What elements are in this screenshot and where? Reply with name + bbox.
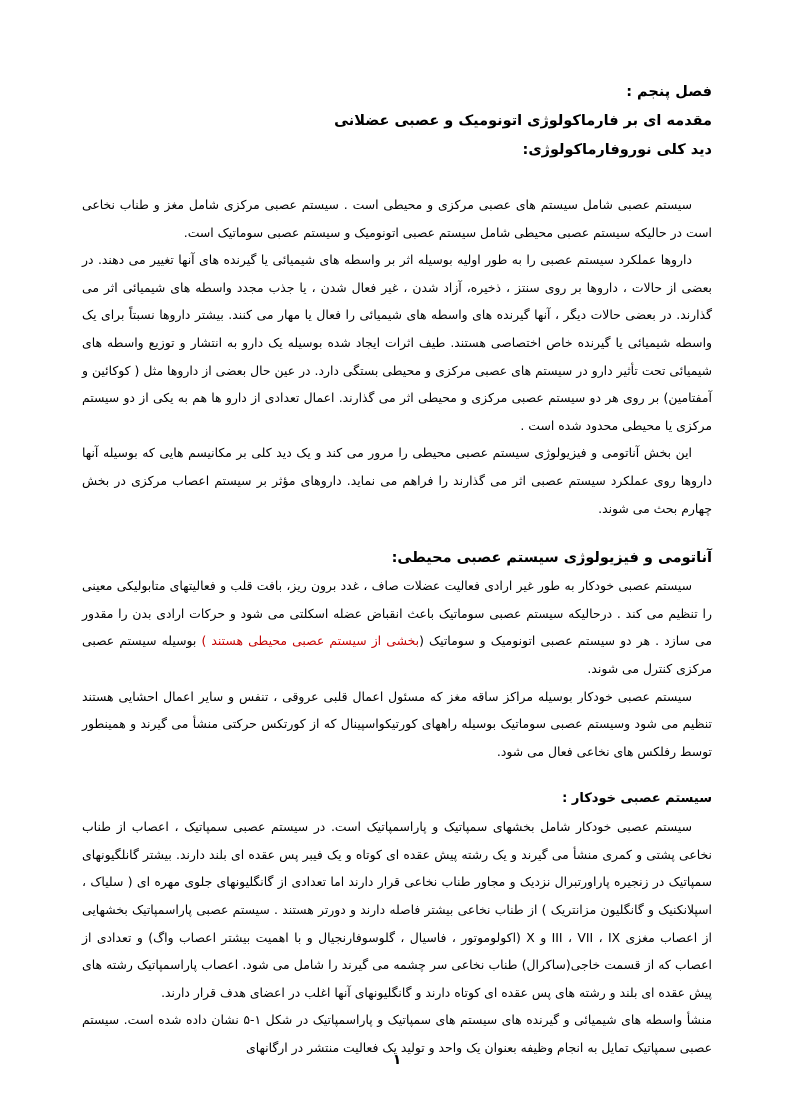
intro-paragraph-3: این بخش آناتومی و فیزیولوژی سیستم عصبی محیطی را مرور می کند و یک دید کلی بر مکانیسم هایی که بوسیله آنها داروها روی عملکرد سیستم عصبی اثر می گذارند را فراهم می نماید. داروهای مؤثر بر سیستم اعصاب مرکزی در بخش چهارم بحث می شوند. <box>82 445 712 516</box>
overview-title: دید کلی نوروفارماکولوژی: <box>522 142 712 158</box>
anatomy-section-title: آناتومی و فیزیولوژی سیستم عصبی محیطی: <box>391 550 712 567</box>
highlighted-text: بخشی از سیستم عصبی محیطی هستند ) <box>201 633 420 649</box>
autonomic-paragraph-2: منشأ واسطه های شیمیائی و گیرنده های سیستم های سمپاتیک و پاراسمپاتیک در شکل ۱-۵ نشان داده شده است. سیستم عصبی سمپاتیک تمایل به انجام وظیفه بعنوان یک واحد و تولید یک فعالیت منتشر در ارگانهای <box>82 1012 712 1056</box>
chapter-title: مقدمه ای بر فارماکولوژی اتونومیک و عصبی عضلانی <box>334 113 712 129</box>
intro-paragraph-1: سیستم عصبی شامل سیستم های عصبی مرکزی و محیطی است . سیستم عصبی مرکزی شامل مغز و طناب نخاعی است در حالیکه سیستم عصبی محیطی شامل سیستم عصبی اتونومیک و سیستم عصبی سوماتیک است. <box>82 197 712 240</box>
chapter-header <box>82 78 712 165</box>
anatomy-p1-text: سیستم عصبی خودکار به طور غیر ارادی فعالیت عضلات صاف ، غدد برون ریز، بافت قلب و فعالیتهای متابولیکی معینی را تنظیم می کند . درحالیکه سیستم عصبی سوماتیک باعث انقباض عضله اسکلتی می شود و حرکات ارادی بدن را مقدور می سازد . هر دو سیستم عصبی اتونومیک و سوماتیک ( <box>82 578 712 649</box>
anatomy-paragraph-1 <box>82 572 712 682</box>
chapter-label: فصل پنجم : <box>626 84 712 100</box>
autonomic-section-title: سیستم عصبی خودکار : <box>562 791 712 807</box>
intro-paragraph-2: داروها عملکرد سیستم عصبی را به طور اولیه بوسیله اثر بر واسطه های شیمیائی یا گیرنده های آنها تغییر می دهند. در بعضی از حالات ، داروها بر روی سنتز ، ذخیره، آزاد شدن ، غیر فعال شدن ، یا جذب مجدد واسطه های شیمیائی اثر می گذارند. در بعضی حالات دیگر ، آنها گیرنده های واسطه های شیمیائی را فعال یا مهار می کنند. بیشتر داروها نسبتاً برای یک واسطه شیمیائی یا گیرنده خاص اختصاصی هستند. طیف اثرات ایجاد شده بوسیله یک دارو به انتشار و توزیع واسطه های شیمیائی تحت تأثیر دارو در سیستم های عصبی مرکزی و محیطی بستگی دارد. در عین حال بعضی از داروها مثل ( کوکائین و آمفتامین) بر روی هر دو سیستم عصبی مرکزی و محیطی اثر می گذارند. اعمال تعدادی از دارو ها هم به یکی از دو سیستم مرکزی یا محیطی محدود شده است . <box>82 252 712 433</box>
anatomy-p1-text-end: بوسیله سیستم عصبی مرکزی کنترل می شوند. <box>82 633 712 676</box>
autonomic-paragraph-1: سیستم عصبی خودکار شامل بخشهای سمپاتیک و پاراسمپاتیک است. در سیستم عصبی سمپاتیک ، اعصاب از طناب نخاعی پشتی و کمری منشأ می گیرند و یک رشته پیش عقده ای کوتاه و یک فیبر پس عقده ای بلند دارند. بیشتر گانلگیونهای سمپاتیک در زنجیره پاراورتبرال نزدیک و مجاور طناب نخاعی قرار دارند اما تعدادی از گانگلیونهای جلوی مهره ای ( سلیاک ، اسپلانکنیک و گانگلیون مزانتریک ) از طناب نخاعی بیشتر فاصله دارند و دورتر هستند . سیستم عصبی پاراسمپاتیک بخشهایی از اعصاب مغزی III ، VII ، IX و X (اکولوموتور ، فاسیال ، گلوسوفارنجیال و با اهمیت بیشتر اعصاب واگ) و تعدادی از اعصاب که از قسمت خاجی(ساکرال) طناب نخاعی سر چشمه می گیرند را شامل می شود. اعصاب پاراسمپاتیک رشته های پیش عقده ای بلند و رشته های پس عقده ای کوتاه دارند و گانگلیونهای آنها اغلب در اعضای هدف قرار دارند. <box>82 819 712 1000</box>
page-number: ۱ <box>392 1052 402 1068</box>
anatomy-paragraph-2: سیستم عصبی خودکار بوسیله مراکز ساقه مغز که مسئول اعمال قلبی عروقی ، تنفس و سایر اعمال احشایی هستند تنظیم می شود وسیستم عصبی سوماتیک بوسیله راههای کورتیکواسپینال که از کورتکس حرکتی منشأ می گیرند و همینطور توسط رفلکس های نخاعی فعال می شود. <box>82 688 712 759</box>
